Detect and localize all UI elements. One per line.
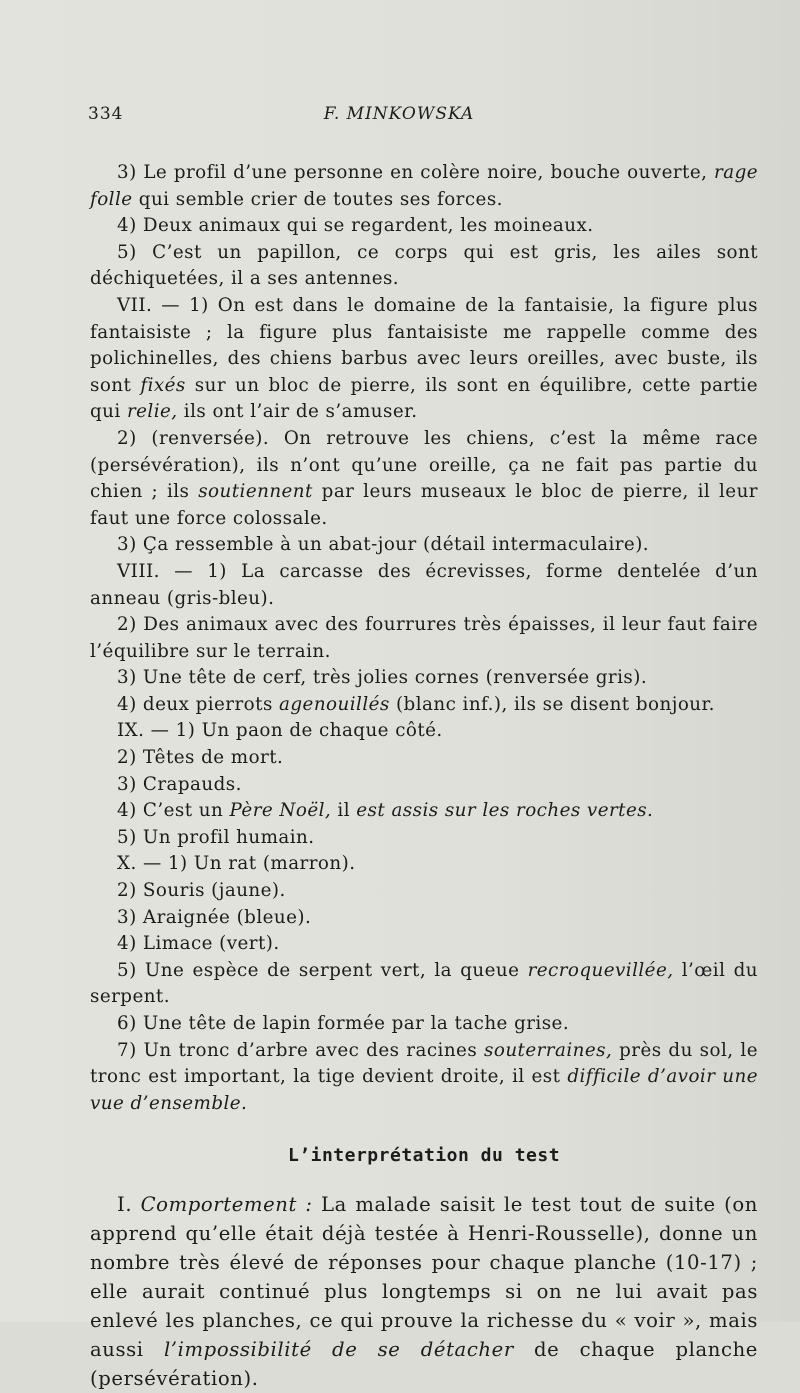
paragraph: 4) Limace (vert).: [117, 933, 280, 955]
running-title: F. MINKOWSKA: [323, 104, 475, 124]
paragraph: 3) Ça ressemble à un abat-jour (détail intermaculaire).: [117, 534, 650, 556]
paragraph: 2) Des animaux avec des fourrures très épaisses, il leur faut faire l’équilibre sur le terrain.: [90, 614, 758, 662]
body-text: [90, 148, 758, 1393]
paragraph: VIII. — 1) La carcasse des écrevisses, forme dentelée d’un anneau (gris-bleu).: [90, 560, 758, 609]
section-heading: L’interprétation du test: [287, 1145, 561, 1167]
paragraph: 3) Le profil d’une personne en colère noire, bouche ouverte, rage folle qui semble crier de toutes ses forces.: [90, 162, 758, 210]
paragraph: 2) Têtes de mort.: [117, 747, 284, 769]
paragraph: 3) Une tête de cerf, très jolies cornes (renversée gris).: [117, 667, 648, 689]
paragraph: 5) Une espèce de serpent vert, la queue recroquevillée, l’œil du serpent.: [90, 959, 759, 1008]
paragraph: IX. — 1) Un paon de chaque côté.: [117, 720, 443, 742]
paragraph: 6) Une tête de lapin formée par la tache grise.: [117, 1013, 570, 1034]
paragraph: 3) Araignée (bleue).: [117, 906, 312, 928]
page-number: 334: [88, 104, 124, 124]
paragraph: 2) (renversée). On retrouve les chiens, c’est la même race (persévération), ils n’ont qu’une oreille, ça ne fait pas partie du chien ; ils soutiennent par leurs museaux le bloc de pierre, il leur faut une force colossale.: [90, 427, 758, 529]
paragraph: 2) Souris (jaune).: [117, 880, 286, 902]
paragraph: 4) Deux animaux qui se regardent, les moineaux.: [117, 215, 594, 237]
paragraph: 3) Crapauds.: [117, 773, 242, 795]
paragraph: 4) C’est un Père Noël, il est assis sur les roches vertes.: [117, 800, 654, 822]
paragraph: X. — 1) Un rat (marron).: [117, 853, 356, 875]
paragraph: VII. — 1) On est dans le domaine de la fantaisie, la figure plus fantaisiste ; la figure plus fantaisiste me rappelle comme des polichinelles, des chiens barbus avec leurs oreilles, avec buste, ils sont fixés sur un bloc de pierre, ils sont en équilibre, cette partie qui relie, ils ont l’air de s’amuser.: [90, 294, 758, 423]
paragraph: 4) deux pierrots agenouillés (blanc inf.), ils se disent bonjour.: [117, 693, 715, 715]
paragraph: 7) Un tronc d’arbre avec des racines souterraines, près du sol, le tronc est important, la tige devient droite, il est difficile d’avoir une vue d’ensemble.: [90, 1039, 758, 1114]
paragraph: I. Comportement : La malade saisit le test tout de suite (on apprend qu’elle était déjà testée à Henri-Rousselle), donne un nombre très élevé de réponses pour chaque planche (10-17) ; elle aurait continué plus longtemps si on ne lui avait pas enlevé les planches, ce qui prouve la richesse du « voir », mais aussi l’impossibilité de se détacher de chaque planche (persévération).: [90, 1192, 758, 1390]
page-header: [88, 104, 710, 128]
paragraph: 5) C’est un papillon, ce corps qui est gris, les ailes sont déchiquetées, il a ses antennes.: [90, 241, 758, 290]
paragraph: 5) Un profil humain.: [117, 826, 315, 848]
